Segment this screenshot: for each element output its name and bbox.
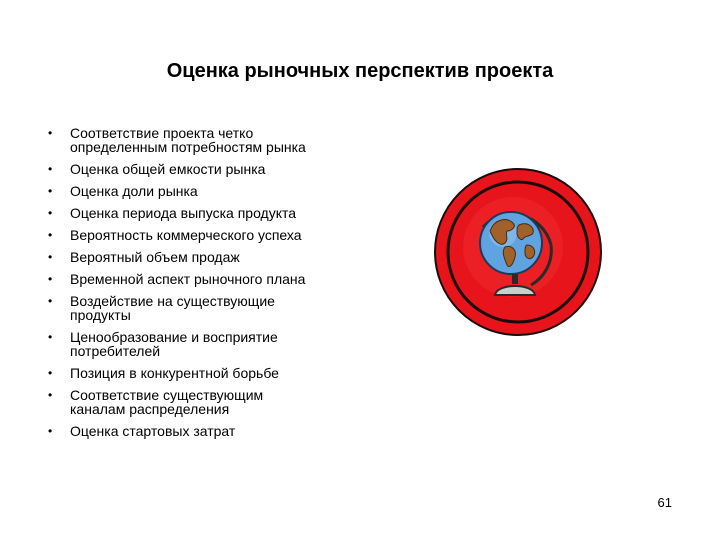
bullet-text: Соответствие существующим — [70, 387, 264, 403]
bullet-item — [48, 228, 368, 242]
bullet-list — [48, 126, 368, 446]
bullet-mark: • — [48, 366, 53, 380]
bullet-mark: • — [48, 162, 53, 176]
bullet-mark: • — [48, 272, 53, 286]
bullet-mark: • — [48, 330, 53, 344]
bullet-item — [48, 206, 368, 220]
bullet-mark: • — [48, 184, 53, 198]
slide-title: Оценка рыночных перспектив проекта — [166, 60, 554, 82]
bullet-item — [48, 424, 368, 438]
bullet-text: Оценка доли рынка — [70, 183, 198, 199]
page-number: 61 — [657, 495, 672, 510]
bullet-text-continued: продукты — [70, 307, 131, 323]
bullet-item — [48, 294, 368, 322]
bullet-text-continued: определенным потребностям рынка — [70, 139, 306, 155]
bullet-mark: • — [48, 228, 53, 242]
bullet-text: Ценообразование и восприятие — [70, 329, 278, 345]
globe-continent — [525, 245, 535, 259]
bullet-text-continued: потребителей — [70, 343, 161, 359]
globe-on-stand-icon — [433, 167, 603, 337]
bullet-item — [48, 250, 368, 264]
bullet-item — [48, 126, 368, 154]
bullet-mark: • — [48, 250, 53, 264]
bullet-item — [48, 330, 368, 358]
globe-post — [512, 274, 518, 284]
bullet-text: Оценка периода выпуска продукта — [70, 205, 297, 221]
bullet-mark: • — [48, 424, 53, 438]
bullet-item — [48, 184, 368, 198]
bullet-mark: • — [48, 294, 53, 308]
bullet-item — [48, 272, 368, 286]
bullet-text: Воздействие на существующие — [70, 293, 275, 309]
bullet-text: Соответствие проекта четко — [70, 125, 254, 141]
bullet-mark: • — [48, 388, 53, 402]
bullet-text-continued: каналам распределения — [70, 401, 230, 417]
bullet-text: Вероятный объем продаж — [70, 249, 240, 265]
bullet-text: Оценка стартовых затрат — [70, 423, 236, 439]
bullet-mark: • — [48, 126, 53, 140]
bullet-text: Вероятность коммерческого успеха — [70, 227, 302, 243]
bullet-item — [48, 366, 368, 380]
bullet-text: Оценка общей емкости рынка — [70, 161, 266, 177]
bullet-item — [48, 388, 368, 416]
bullet-text: Позиция в конкурентной борьбе — [70, 365, 279, 381]
bullet-mark: • — [48, 206, 53, 220]
bullet-text: Временной аспект рыночного плана — [70, 271, 306, 287]
bullet-item — [48, 162, 368, 176]
